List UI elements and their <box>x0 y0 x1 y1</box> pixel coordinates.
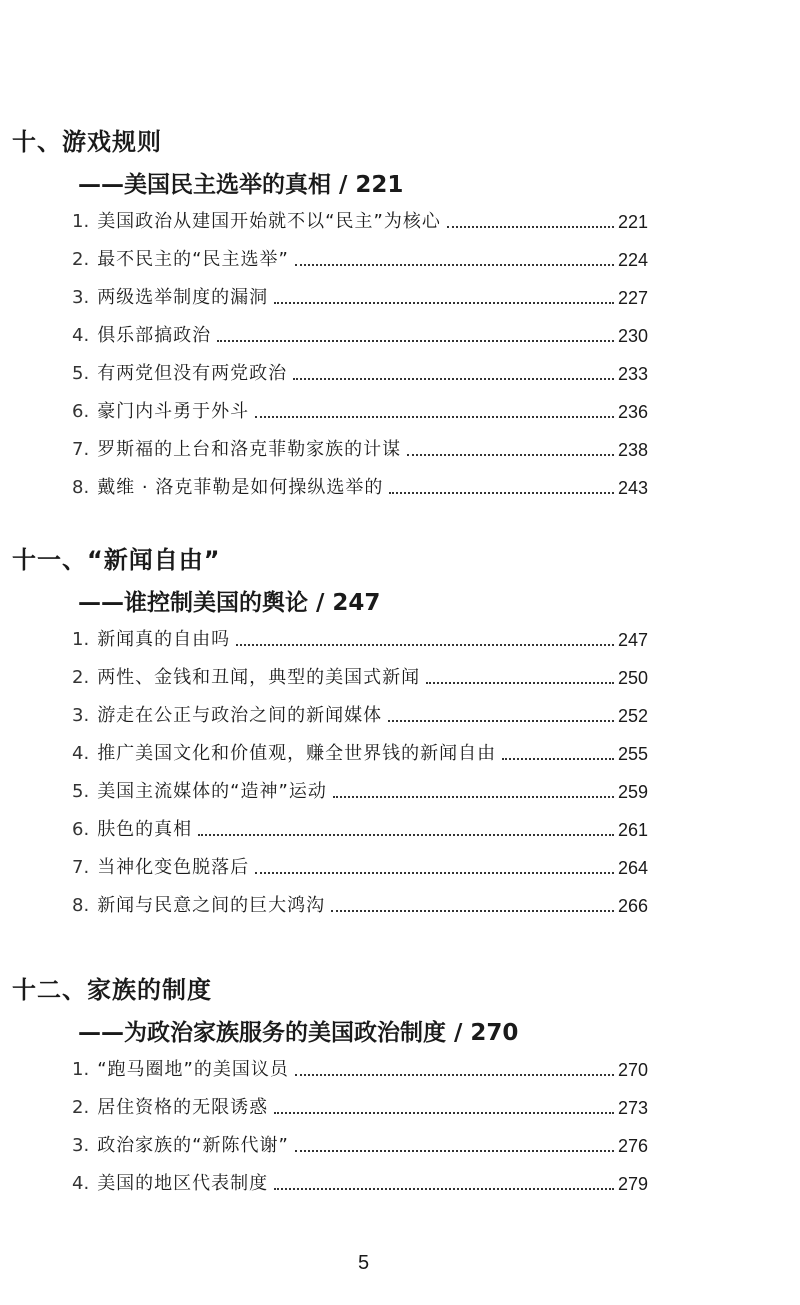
entry-number: 3. <box>72 287 90 308</box>
entry-title: 居住资格的无限诱惑 <box>97 1097 269 1118</box>
toc-entry[interactable] <box>72 660 648 690</box>
page-number: 5 <box>358 1252 370 1274</box>
entry-number: 1. <box>72 211 90 232</box>
toc-entry[interactable] <box>72 1090 648 1120</box>
toc-entry[interactable] <box>72 356 648 386</box>
entry-page: 279 <box>617 1174 648 1194</box>
entry-page: 270 <box>617 1060 648 1080</box>
chapter-title: 十、游戏规则 <box>12 128 162 156</box>
entry-number: 4. <box>72 1173 90 1194</box>
entry-title: 肤色的真相 <box>97 819 193 840</box>
dot-leader <box>295 1074 614 1076</box>
toc-entry[interactable] <box>72 432 648 462</box>
entry-title: 美国政治从建国开始就不以“民主”为核心 <box>97 211 441 232</box>
dot-leader <box>447 226 614 228</box>
entry-page: 233 <box>617 364 648 384</box>
dot-leader <box>274 1112 614 1114</box>
entry-title: 推广美国文化和价值观，赚全世界钱的新闻自由 <box>97 743 497 764</box>
entry-page: 227 <box>617 288 648 308</box>
entry-page: 247 <box>617 630 648 650</box>
entry-number: 8. <box>72 477 90 498</box>
entry-title: 豪门内斗勇于外斗 <box>97 401 250 422</box>
chapter-title: 十一、“新闻自由” <box>12 546 221 574</box>
dot-leader <box>295 264 614 266</box>
entry-title: 俱乐部搞政治 <box>97 325 212 346</box>
toc-entry[interactable] <box>72 394 648 424</box>
entry-number: 6. <box>72 819 90 840</box>
entry-number: 3. <box>72 705 90 726</box>
toc-entry[interactable] <box>72 812 648 842</box>
entry-page: 224 <box>617 250 648 270</box>
entry-page: 230 <box>617 326 648 346</box>
entry-page: 261 <box>617 820 648 840</box>
entry-number: 6. <box>72 401 90 422</box>
toc-entry[interactable] <box>72 850 648 880</box>
entry-page: 221 <box>617 212 648 232</box>
dot-leader <box>255 416 614 418</box>
entry-number: 7. <box>72 857 90 878</box>
entry-number: 4. <box>72 325 90 346</box>
entry-title: 政治家族的“新陈代谢” <box>97 1135 289 1156</box>
dot-leader <box>198 834 614 836</box>
entry-number: 1. <box>72 1059 90 1080</box>
toc-entry[interactable] <box>72 1128 648 1158</box>
entry-page: 250 <box>617 668 648 688</box>
entry-number: 2. <box>72 1097 90 1118</box>
chapter-subtitle: ——谁控制美国的舆论 / 247 <box>78 590 381 616</box>
entry-page: 273 <box>617 1098 648 1118</box>
entry-number: 5. <box>72 363 90 384</box>
entry-page: 252 <box>617 706 648 726</box>
dot-leader <box>388 720 614 722</box>
entry-title: 罗斯福的上台和洛克菲勒家族的计谋 <box>97 439 402 460</box>
entry-page: 243 <box>617 478 648 498</box>
entry-number: 2. <box>72 249 90 270</box>
entry-page: 259 <box>617 782 648 802</box>
dot-leader <box>502 758 614 760</box>
chapter-title: 十二、家族的制度 <box>12 976 212 1004</box>
entry-title: 美国主流媒体的“造神”运动 <box>97 781 327 802</box>
chapter-subtitle: ——为政治家族服务的美国政治制度 / 270 <box>78 1020 519 1046</box>
toc-entry[interactable] <box>72 470 648 500</box>
entry-title: 两级选举制度的漏洞 <box>97 287 269 308</box>
dot-leader <box>331 910 614 912</box>
entry-title: 有两党但没有两党政治 <box>97 363 288 384</box>
toc-entry[interactable] <box>72 698 648 728</box>
entry-number: 3. <box>72 1135 90 1156</box>
toc-entry[interactable] <box>72 1052 648 1082</box>
entry-number: 1. <box>72 629 90 650</box>
entry-title: 新闻与民意之间的巨大鸿沟 <box>97 895 326 916</box>
entry-title: 新闻真的自由吗 <box>97 629 231 650</box>
entry-number: 8. <box>72 895 90 916</box>
dot-leader <box>274 302 614 304</box>
entry-number: 7. <box>72 439 90 460</box>
dot-leader <box>389 492 614 494</box>
entry-page: 264 <box>617 858 648 878</box>
entry-title: 当神化变色脱落后 <box>97 857 250 878</box>
entry-page: 266 <box>617 896 648 916</box>
dot-leader <box>407 454 614 456</box>
entry-title: 两性、金钱和丑闻，典型的美国式新闻 <box>97 667 421 688</box>
dot-leader <box>236 644 614 646</box>
dot-leader <box>293 378 614 380</box>
entry-page: 276 <box>617 1136 648 1156</box>
dot-leader <box>426 682 614 684</box>
chapter-subtitle: ——美国民主选举的真相 / 221 <box>78 172 404 198</box>
toc-entry[interactable] <box>72 622 648 652</box>
entry-number: 2. <box>72 667 90 688</box>
toc-entry[interactable] <box>72 318 648 348</box>
entry-title: 美国的地区代表制度 <box>97 1173 269 1194</box>
toc-entry[interactable] <box>72 280 648 310</box>
toc-entry[interactable] <box>72 242 648 272</box>
toc-entry[interactable] <box>72 888 648 918</box>
entry-page: 255 <box>617 744 648 764</box>
toc-entry[interactable] <box>72 736 648 766</box>
toc-entry[interactable] <box>72 774 648 804</box>
dot-leader <box>295 1150 614 1152</box>
entry-title: “跑马圈地”的美国议员 <box>97 1059 289 1080</box>
entry-number: 5. <box>72 781 90 802</box>
dot-leader <box>217 340 614 342</box>
entry-title: 戴维 · 洛克菲勒是如何操纵选举的 <box>97 477 384 498</box>
entry-page: 236 <box>617 402 648 422</box>
entry-title: 游走在公正与政治之间的新闻媒体 <box>97 705 383 726</box>
dot-leader <box>333 796 614 798</box>
entry-title: 最不民主的“民主选举” <box>97 249 289 270</box>
dot-leader <box>274 1188 614 1190</box>
toc-entry[interactable] <box>72 204 648 234</box>
toc-entry[interactable] <box>72 1166 648 1196</box>
entry-page: 238 <box>617 440 648 460</box>
dot-leader <box>255 872 614 874</box>
entry-number: 4. <box>72 743 90 764</box>
